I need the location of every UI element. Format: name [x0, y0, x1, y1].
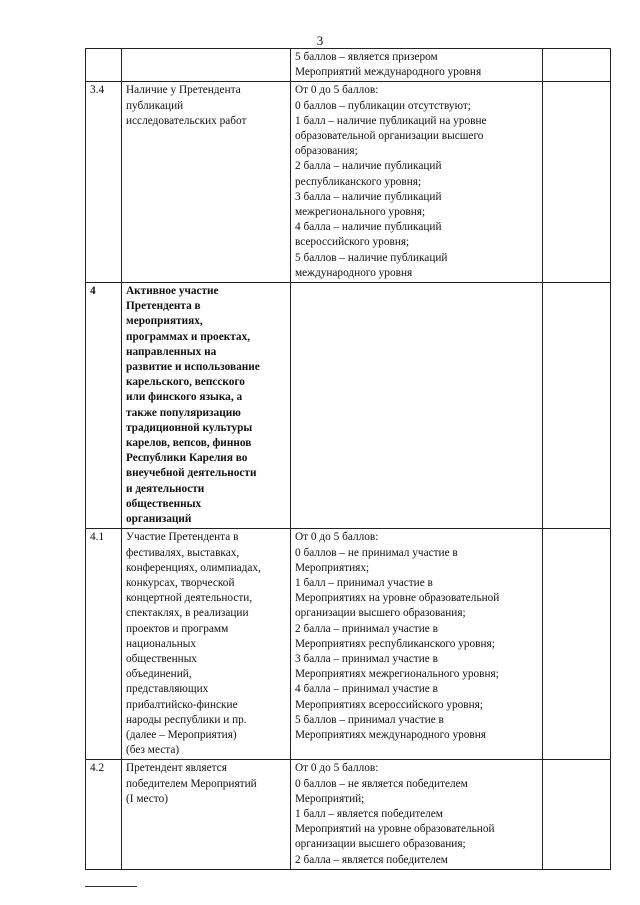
criteria-name-line: спектаклях, в реализации — [126, 607, 249, 620]
criteria-row — [86, 49, 611, 82]
scoring-description-line: 4 балла – принимал участие в — [295, 683, 438, 696]
criteria-row — [86, 529, 611, 760]
criteria-name-line: (без места) — [126, 744, 180, 757]
criteria-name-cell — [122, 283, 291, 529]
criteria-row — [86, 82, 611, 283]
score-cell — [543, 82, 611, 283]
criteria-name-line: прибалтийско-финские — [126, 698, 238, 711]
criteria-table-body — [86, 49, 611, 870]
scoring-description-line: 1 балл – наличие публикаций на уровне — [295, 114, 487, 127]
criteria-name-line: Претендент является — [126, 762, 227, 775]
criteria-number-cell: 3.4 — [86, 82, 122, 283]
scoring-description-cell — [291, 529, 543, 760]
criteria-name-line: карельского, вепсского — [126, 376, 245, 389]
scoring-description-line: 5 баллов – является призером — [295, 51, 438, 63]
scoring-description-line: 0 баллов – публикации отсутствуют; — [295, 99, 471, 112]
scoring-description-line: Мероприятий международного уровня — [295, 66, 482, 79]
criteria-name-line: конференциях, олимпиадах, — [126, 561, 261, 574]
scoring-description-line: Мероприятиях республиканского уровня; — [295, 637, 495, 650]
scoring-description-line: 1 балл – является победителем — [295, 807, 443, 820]
criteria-name-line: или финского языка, а — [126, 391, 243, 404]
scoring-description-line: 1 балл – принимал участие в — [295, 576, 433, 589]
criteria-name-cell — [122, 49, 291, 82]
scoring-description-line: 2 балла – принимал участие в — [295, 622, 438, 635]
scoring-description-line: От 0 до 5 баллов: — [295, 762, 379, 775]
criteria-name-line: также популяризацию — [126, 406, 241, 419]
scoring-description-line: Мероприятиях межрегионального уровня; — [295, 668, 499, 681]
criteria-number-cell: 4 — [86, 283, 122, 529]
scoring-description-line: 2 балла – является победителем — [295, 853, 448, 866]
scoring-description-line: международного уровня — [295, 266, 413, 279]
criteria-name-line: объединений, — [126, 668, 192, 681]
scoring-description-line: 2 балла – наличие публикаций — [295, 160, 442, 173]
scoring-description-line: Мероприятиях на уровне образовательной — [295, 592, 500, 605]
scoring-description-line: 4 балла – наличие публикаций — [295, 221, 442, 234]
criteria-name-line: (далее – Мероприятия) — [126, 728, 237, 741]
scoring-description-line: Мероприятиях; — [295, 561, 370, 574]
criteria-name-line: организаций — [126, 513, 192, 526]
scoring-description-line: От 0 до 5 баллов: — [295, 84, 379, 97]
scoring-description-line: республиканского уровня; — [295, 175, 422, 188]
criteria-name-line: традиционной культуры — [126, 421, 253, 434]
criteria-name-line: публикаций — [126, 99, 184, 112]
scoring-description-line: 5 баллов – принимал участие в — [295, 713, 444, 726]
criteria-name-line: победителем Мероприятий — [126, 777, 257, 790]
criteria-name-line: представляющих — [126, 683, 209, 696]
criteria-name-cell — [122, 529, 291, 760]
criteria-name-line: Участие Претендента в — [126, 531, 239, 544]
criteria-number-cell — [86, 49, 122, 82]
score-cell — [543, 760, 611, 869]
criteria-name-line: (I место) — [126, 792, 169, 805]
scoring-description-cell — [291, 283, 543, 529]
criteria-name-cell — [122, 82, 291, 283]
criteria-name-line: проектов и программ — [126, 622, 229, 635]
criteria-name-line: фестивалях, выставках, — [126, 546, 240, 559]
criteria-name-line: Наличие у Претендента — [126, 84, 241, 97]
criteria-name-line: национальных — [126, 637, 197, 650]
scoring-description-line: организации высшего образования; — [295, 838, 466, 851]
scoring-description-line: Мероприятиях международного уровня — [295, 728, 486, 741]
footer-rule — [85, 886, 137, 887]
scoring-description-line: 0 баллов – не является победителем — [295, 777, 468, 790]
page-number: 3 — [316, 33, 324, 48]
score-cell — [543, 49, 611, 82]
criteria-name-line: мероприятиях, — [126, 315, 203, 328]
scoring-description-line: От 0 до 5 баллов: — [295, 531, 379, 544]
scoring-description-line: Мероприятий на уровне образовательной — [295, 823, 495, 836]
scoring-description-line: всероссийского уровня; — [295, 236, 410, 249]
scoring-description-line: организации высшего образования; — [295, 607, 466, 620]
score-cell — [543, 283, 611, 529]
criteria-table — [85, 48, 611, 870]
criteria-name-line: Республики Карелия во — [126, 452, 248, 465]
scoring-description-line: образовательной организации высшего — [295, 130, 484, 143]
criteria-name-line: Претендента в — [126, 300, 201, 313]
scoring-description-cell — [291, 49, 543, 82]
scoring-description-line: Мероприятиях всероссийского уровня; — [295, 698, 483, 711]
criteria-number-cell: 4.1 — [86, 529, 122, 760]
criteria-name-line: народы республики и пр. — [126, 713, 247, 726]
scoring-description-line: 3 балла – наличие публикаций — [295, 190, 442, 203]
criteria-name-line: исследовательских работ — [126, 114, 247, 127]
score-cell — [543, 529, 611, 760]
scoring-description-line: межрегионального уровня; — [295, 206, 426, 219]
criteria-name-line: программах и проектах, — [126, 330, 251, 343]
scoring-description-line: 5 баллов – наличие публикаций — [295, 251, 448, 264]
scoring-description-line: образования; — [295, 145, 358, 158]
criteria-number-cell: 4.2 — [86, 760, 122, 869]
criteria-name-line: общественных — [126, 652, 197, 665]
criteria-name-line: развитие и использование — [126, 361, 260, 374]
criteria-name-line: концертной деятельности, — [126, 592, 253, 605]
criteria-name-line: карелов, вепсов, финнов — [126, 437, 252, 450]
criteria-name-line: и деятельности — [126, 482, 205, 495]
scoring-description-line: 0 баллов – не принимал участие в — [295, 546, 458, 559]
criteria-name-line: внеучебной деятельности — [126, 467, 257, 480]
scoring-description-cell — [291, 82, 543, 283]
scoring-description-line: 3 балла – принимал участие в — [295, 652, 438, 665]
criteria-row — [86, 760, 611, 869]
criteria-name-line: общественных — [126, 497, 202, 510]
scoring-description-cell — [291, 760, 543, 869]
criteria-name-cell — [122, 760, 291, 869]
criteria-name-line: Активное участие — [126, 285, 219, 298]
scoring-description-line: Мероприятий; — [295, 792, 365, 805]
criteria-name-line: направленных на — [126, 345, 217, 358]
criteria-row — [86, 283, 611, 529]
criteria-name-line: конкурсах, творческой — [126, 576, 235, 589]
